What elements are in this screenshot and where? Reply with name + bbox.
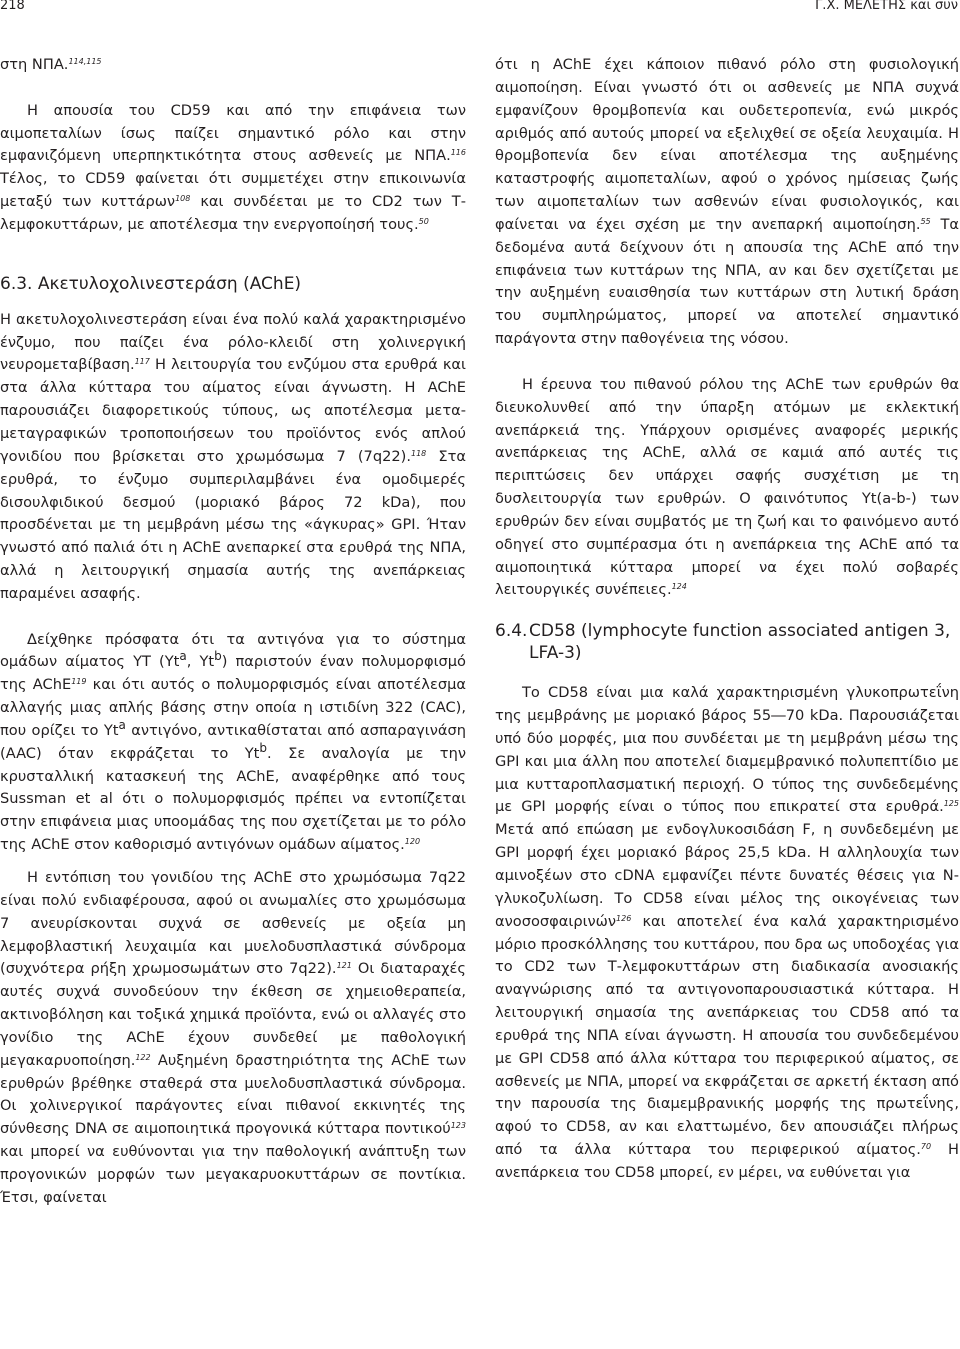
page-number: 218 <box>0 0 25 13</box>
section-heading: 6.3. Ακετυλοχολινεστεράση (AChE) <box>0 273 302 294</box>
paragraph: ότι η AChE έχει κάποιον πιθανό ρόλο στη φυσιολογική αιμοποίηση. Είναι γνωστό ότι οι ασθενείς με ΝΠΑ συχνά εμφανίζουν θρομβοπενία και ουδετεροπενία, ενώ μικρός αριθμός από αυτούς μπορεί να εξελιχθεί σε οξεία λευχαιμία. Η θρομβοπενία δεν είναι αποτέλεσμα της αυξημένης καταστροφής αιμοπεταλίων, αφού ο χρόνος ημίσειας ζωής των αιμοπεταλίων των ασθενών είναι φυσιολογικός, και φαίνεται να έχει σχέση με την ανεπαρκή αιμοποίηση.$^{55}$ Τα δεδομένα αυτά δείχνουν ότι η απουσία της AChE από την επιφάνεια των κυττάρων της ΝΠΑ, αν και δεν σχετίζεται με την αυξημένη ευαισθησία των κυττάρων στη λυτική δράση του συμπληρώματος, μπορεί να αποτελεί σημαντικό παράγοντα στην παθογένεια της νόσου. <box>495 56 959 348</box>
left-column <box>0 54 466 1210</box>
paragraph: Η ακετυλοχολινεστεράση είναι ένα πολύ καλά χαρακτηρισμένο ένζυμο, που παίζει ένα ρόλο-κλειδί στη χολινεργική νευρομεταβίβαση.$^{117}$ Η λειτουργία του ενζύμου στα ερυθρά και στα άλλα κύτταρα του αίματος είναι άγνωστη. Η AChE παρουσιάζει διαφορετικούς τύπους, ως αποτέλεσμα μετα-μεταγραφικών τροποποιήσεων του προϊόντος ενός απλού γονιδίου που βρίσκεται στο χρωμόσωμα 7 (7q22).$^{118}$ Στα ερυθρά, το ένζυμο συμπεριλαμβάνει ένα ομοδιμερές δισουλφιδικού δεσμού (μοριακό βάρος 72 kDa), που προσδένεται με τη μεμβράνη μέσω της «άγκυρας» GPI. Ήταν γνωστό από παλιά ότι η AChE ανεπαρκεί στα ερυθρά της ΝΠΑ, αλλά η λειτουργική σημασία αυτής της ανεπάρκειας παραμένει ασαφής. <box>0 310 466 602</box>
paragraph: στη ΝΠΑ.$^{114,115}$ <box>0 56 102 73</box>
paragraph: Η απουσία του CD59 και από την επιφάνεια των αιμοπεταλίων ίσως παίζει σημαντικό ρόλο και στην εμφανιζόμενη υπερπηκτικότητα στους ασθενείς με ΝΠΑ.$^{116}$ Τέλος, το CD59 φαίνεται ότι συμμετέχει στην επικοινωνία μεταξύ των κυττάρων$^{108}$ και συνδέεται με το CD2 των Τ-λεμφοκυττάρων, με αποτέλεσμα την ενεργοποίησή τους.$^{50}$ <box>0 101 466 233</box>
paragraph: Το CD58 είναι μια καλά χαρακτηρισμένη γλυκοπρωτεΐνη της μεμβράνης με μοριακό βάρος 55―70 kDa. Παρουσιάζεται υπό δύο μορφές, μια που συνδέεται με τη μεμβράνη μέσω της GPI και μια άλλη που αποτελεί διαμεμβρανικό πολυπεπτίδιο με μια κυτταροπλασματική περιοχή. Ο τύπος της συνδεδεμένης με GPI μορφής είναι ο τύπος που επικρατεί στα ερυθρά.$^{125}$ Μετά από επώαση με ενδογλυκοσιδάση F, η συνδεδεμένη με GPI μορφή έχει μοριακό βάρος 25,5 kDa. Η αλληλουχία των αμινοξέων στο cDNA εμφανίζει πέντε δυνατές θέσεις για Ν-γλυκοζυλίωση. Το CD58 είναι μέλος της οικογένειας των ανοσοσφαιρινών$^{126}$ και αποτελεί ένα καλά χαρακτηρισμένο μόριο προσκόλλησης του κυττάρου, που δρα ως υποδοχέας για το CD2 των Τ-λεμφοκυττάρων στη διαδικασία ανοσιακής αναγνώρισης από τα αντιγονοπαρουσιαστικά κύτταρα. Η λειτουργική σημασία της ανεπάρκειας του CD58 από τα ερυθρά της ΝΠΑ είναι άγνωστη. Η απουσία του συνδεδεμένου με GPI CD58 από άλλα κύτταρα του περιφερικού αίματος, σε ασθενείς με ΝΠΑ, μπορεί να εκφράζεται σε αρκετή έκταση από την παρουσία της διαμεμβρανικής μορφής της πρωτεΐνης, αφού το CD58, αν και ελαττωμένο, δεν απουσιάζει πλήρως από τα άλλα κύτταρα του περιφερικού αίματος.$^{70}$ Η ανεπάρκεια του CD58 μπορεί, εν μέρει, να ευθύνεται για <box>495 684 959 1181</box>
paragraph: Η έρευνα του πιθανού ρόλου της AChE των ερυθρών θα διευκολυνθεί από την ύπαρξη ατόμων με εκλεκτική ανεπάρκειά της. Υπάρχουν ορισμένες αναφορές μερικής ανεπάρκειας της AChE, αλλά σε καμιά από αυτές τις περιπτώσεις δεν υπάρχει σαφής συσχέτιση με τη δυσλειτουργία των ερυθρών. Ο φαινότυπος Yt(a-b-) των ερυθρών δεν είναι συμβατός με τη ζωή και το φαινόμενο αυτό οδηγεί στο συμπέρασμα ότι η ανεπάρκεια της AChE από τα αιμοποιητικά κύτταρα μπορεί να έχει πολύ σοβαρές λειτουργικές συνέπειες.$^{124}$ <box>495 375 959 599</box>
running-title: Γ.Χ. ΜΕΛΕΤΗΣ και συν <box>815 0 958 13</box>
section-heading: 6.4.CD58 (lymphocyte function associated antigen 3, LFA-3) <box>495 621 951 664</box>
right-column <box>495 54 959 1185</box>
page-header <box>0 0 960 20</box>
paragraph: Η εντόπιση του γονιδίου της AChE στο χρωμόσωμα 7q22 είναι πολύ ενδιαφέρουσα, αφού οι ανωμαλίες στο χρωμόσωμα 7 ανευρίσκονται συχνά σε ασθενείς με οξεία μη λεμφοβλαστική λευχαιμία και μυελοδυσπλαστικά σύνδρομα (συχνότερα ρήξη χρωμοσωμάτων στο 7q22).$^{121}$ Οι διαταραχές αυτές συχνά συνοδεύουν την έκθεση σε χημειοθεραπεία, ακτινοβόληση και τοξικά χημικά προϊόντα, ενώ οι αλλαγές στο γονίδιο της AChE έχουν συνδεθεί με παθολογική μεγακαρυοποίηση.$^{122}$ Αυξημένη δραστηριότητα της AChE των ερυθρών βρέθηκε σταθερά στα μυελοδυσπλαστικά σύνδρομα. Οι χολινεργικοί παράγοντες είναι πιθανοί εκκινητές της σύνθεσης DNA σε αιμοποιητικά προγονικά κύτταρα ποντικού$^{123}$ και μπορεί να ευθύνονται για την παθολογική ανάπτυξη των προγονικών μορφών των μεγακαρυοκυττάρων σε ποντίκια. Έτσι, φαίνεται <box>0 869 466 1206</box>
paragraph: Δείχθηκε πρόσφατα ότι τα αντιγόνα για το σύστημα ομάδων αίματος ΥΤ (Yt$^a$, Yt$^b$) παριστούν έναν πολυμορφισμό της AChE$^{119}$ και ότι αυτός ο πολυμορφισμός είναι αποτέλεσμα αλλαγής μιας απλής βάσης στην οποία η ιστιδίνη 322 (CAC), που ορίζει το Yt$^a$ αντιγόνο, αντικαθίσταται από ασπαραγινάση (AAC) όταν εκφράζεται το Yt$^b$. Σε αναλογία με την κρυσταλλική κατασκευή της AChE, αναφέρθηκε από τους Sussman et al ότι ο πολυμορφισμός πρέπει να εντοπίζεται στην επιφάνεια μιας υποομάδας της που σχετίζεται με το ρόλο της AChE στον καθορισμό αντιγόνων ομάδων αίματος.$^{120}$ <box>0 630 467 854</box>
